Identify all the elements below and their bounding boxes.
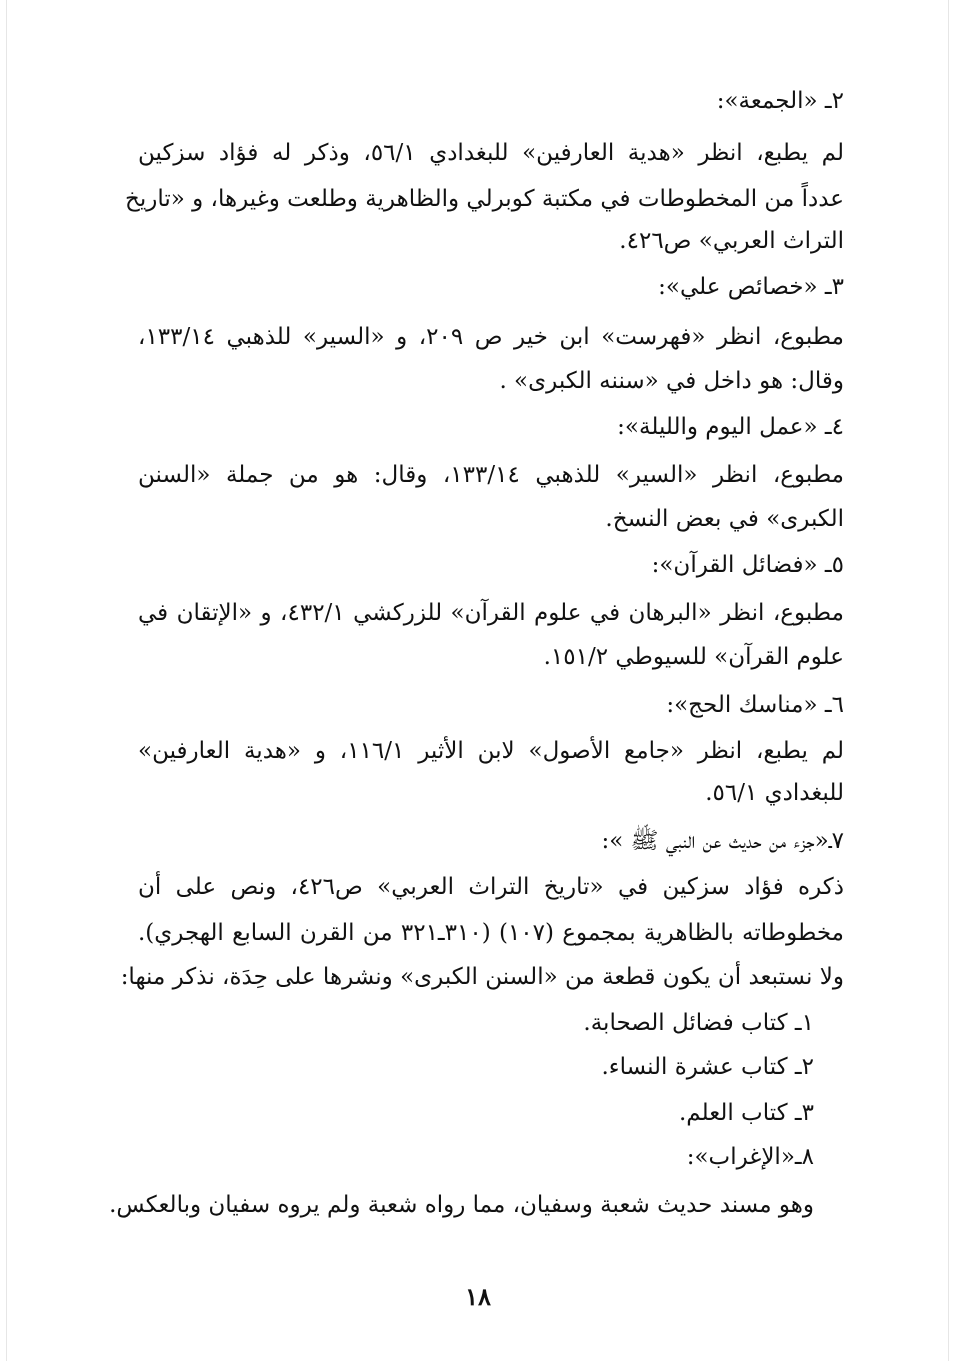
heading-juz-hadith: ٧ـ«جزء من حديث عن النبي ﷺ »: — [601, 828, 844, 854]
paragraph-line: لم يطبع، انظر «جامع الأصول» لابن الأثير ١١٦/١، و «هدية العارفين» — [138, 738, 845, 764]
list-item: ٣ـ كتاب العلم. — [679, 1100, 814, 1126]
list-item: ٢ـ كتاب عشرة النساء. — [601, 1054, 814, 1080]
heading-amal-alyawm: ٤ـ «عمل اليوم والليلة»: — [617, 414, 844, 440]
paragraph-line: للبغدادي ٥٦/١. — [705, 780, 844, 806]
page-number: ١٨ — [465, 1282, 491, 1311]
paragraph-line: الكبرى» في بعض النسخ. — [605, 506, 844, 532]
paragraph-line: لم يطبع، انظر «هدية العارفين» للبغدادي ٥٦/١، وذكر له فؤاد سزكين — [138, 140, 844, 166]
heading-khasais-ali: ٣ـ «خصائص علي»: — [658, 274, 844, 300]
paragraph-line: مطبوع، انظر «السير» للذهبي ١٣٣/١٤، وقال: هو من جملة «السنن — [138, 462, 845, 488]
paragraph-line: ولا نستبعد أن يكون قطعة من «السنن الكبرى» ونشرها على حِدَة، نذكر منها: — [120, 964, 844, 990]
heading-fadail-alquran: ٥ـ «فضائل القرآن»: — [651, 552, 844, 578]
paragraph-line: وهو مسند حديث شعبة وسفيان، مما رواه شعبة ولم يروه سفيان وبالعكس. — [109, 1192, 814, 1218]
heading-ighrab: ٨ـ«الإغراب»: — [686, 1144, 814, 1170]
page-edge-right — [948, 0, 949, 1361]
paragraph-line: مطبوع، انظر «فهرست» ابن خير ص ٢٠٩، و «السير» للذهبي ١٣٣/١٤، — [138, 324, 844, 350]
heading-manasik-alhajj: ٦ـ «مناسك الحج»: — [666, 692, 844, 718]
paragraph-line: التراث العربي» ص٤٢٦. — [619, 228, 844, 254]
paragraph-line: مخطوطاته بالظاهرية بمجموع (١٠٧) (٣١٠ـ٣٢١ من القرن السابع الهجري). — [138, 920, 844, 946]
paragraph-line: مطبوع، انظر «البرهان في علوم القرآن» للزركشي ٤٣٢/١، و «الإتقان في — [138, 600, 844, 626]
paragraph-line: علوم القرآن» للسيوطي ١٥١/٢. — [543, 644, 844, 670]
paragraph-line: عدداً من المخطوطات في مكتبة كوبرلي والظاهرية وطلعت وغيرها، و «تاريخ — [124, 186, 844, 212]
list-item: ١ـ كتاب فضائل الصحابة. — [583, 1010, 814, 1036]
heading-jumua: ٢ـ «الجمعة»: — [716, 88, 844, 114]
paragraph-line: وقال: هو داخل في «سننه الكبرى» . — [499, 368, 844, 394]
paragraph-line: ذكره فؤاد سزكين في «تاريخ التراث العربي» ص٤٢٦، ونص على أن — [138, 874, 844, 900]
page-edge-left — [6, 0, 7, 1361]
